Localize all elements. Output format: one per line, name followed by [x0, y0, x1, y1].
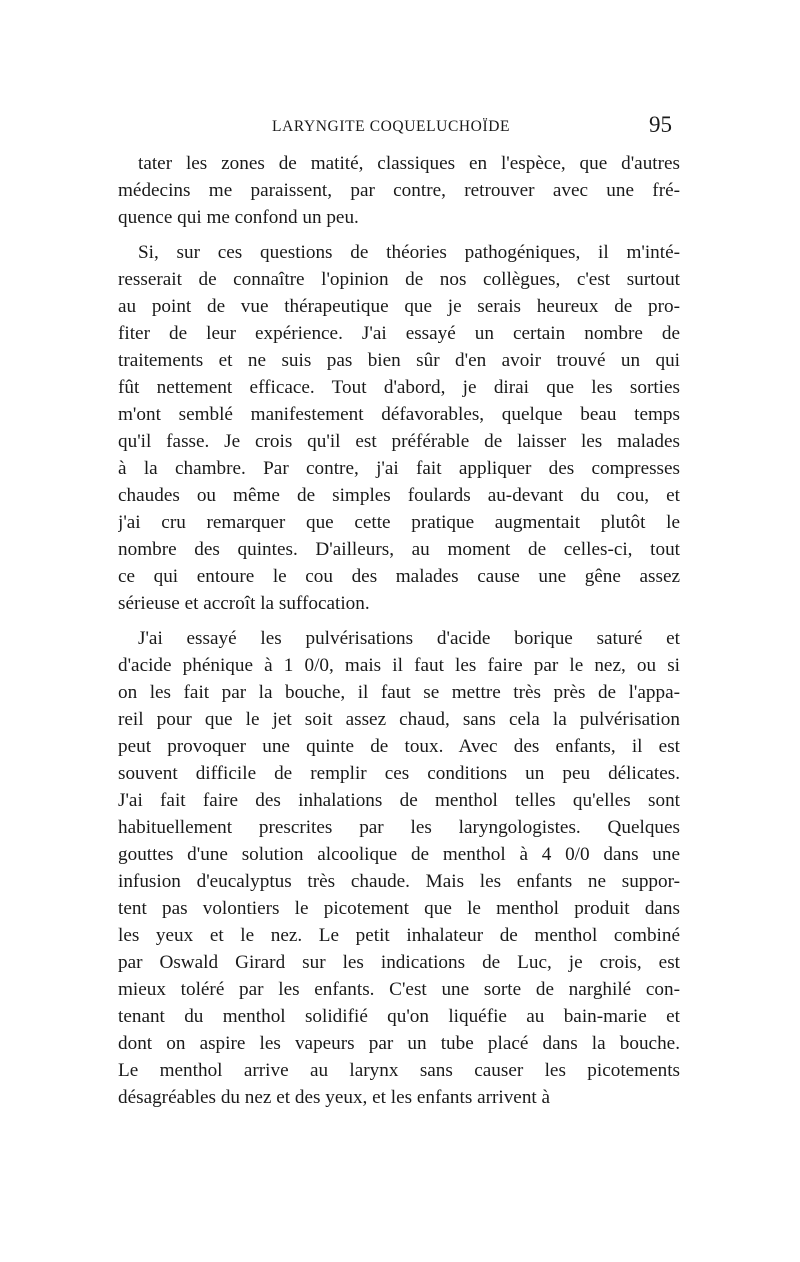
- text-line: au point de vue thérapeutique que je serais heureux de pro-: [118, 296, 680, 317]
- text-line: habituellement prescrites par les laryngologistes. Quelques: [118, 817, 680, 838]
- text-line: à la chambre. Par contre, j'ai fait appliquer des compresses: [118, 458, 680, 479]
- text-line: resserait de connaître l'opinion de nos collègues, c'est surtout: [118, 269, 680, 290]
- text-line: mieux toléré par les enfants. C'est une sorte de narghilé con-: [118, 979, 680, 1000]
- text-line: j'ai cru remarquer que cette pratique augmentait plutôt le: [118, 512, 680, 533]
- text-line: quence qui me confond un peu.: [118, 207, 359, 228]
- text-line: Le menthol arrive au larynx sans causer les picotements: [118, 1060, 680, 1081]
- page-number: 95: [649, 112, 672, 137]
- text-line: traitements et ne suis pas bien sûr d'en avoir trouvé un qui: [118, 350, 680, 371]
- paragraph: [118, 625, 680, 1111]
- text-line: Si, sur ces questions de théories pathogéniques, il m'inté-: [138, 242, 680, 263]
- text-line: peut provoquer une quinte de toux. Avec des enfants, il est: [118, 736, 680, 757]
- text-line: m'ont semblé manifestement défavorables, quelque beau temps: [118, 404, 680, 425]
- text-line: les yeux et le nez. Le petit inhalateur de menthol combiné: [118, 925, 680, 946]
- text-line: désagréables du nez et des yeux, et les enfants arrivent à: [118, 1087, 551, 1108]
- text-line: dont on aspire les vapeurs par un tube placé dans la bouche.: [118, 1033, 680, 1054]
- text-line: tater les zones de matité, classiques en l'espèce, que d'autres: [138, 153, 680, 174]
- text-line: fiter de leur expérience. J'ai essayé un certain nombre de: [118, 323, 680, 344]
- running-title: LARYNGITE COQUELUCHOÏDE: [272, 118, 511, 135]
- body-text: [118, 150, 680, 1111]
- text-line: par Oswald Girard sur les indications de Luc, je crois, est: [118, 952, 680, 973]
- text-line: d'acide phénique à 1 0/0, mais il faut les faire par le nez, ou si: [118, 655, 680, 676]
- text-line: J'ai fait faire des inhalations de menthol telles qu'elles sont: [118, 790, 680, 811]
- text-line: gouttes d'une solution alcoolique de menthol à 4 0/0 dans une: [118, 844, 680, 865]
- text-line: sérieuse et accroît la suffocation.: [118, 593, 370, 614]
- text-line: chaudes ou même de simples foulards au-devant du cou, et: [118, 485, 680, 506]
- paragraph: [118, 150, 680, 231]
- text-line: on les fait par la bouche, il faut se mettre très près de l'appa-: [118, 682, 680, 703]
- text-line: qu'il fasse. Je crois qu'il est préférable de laisser les malades: [118, 431, 680, 452]
- text-line: souvent difficile de remplir ces conditions un peu délicates.: [118, 763, 680, 784]
- text-line: infusion d'eucalyptus très chaude. Mais les enfants ne suppor-: [118, 871, 680, 892]
- text-line: médecins me paraissent, par contre, retrouver avec une fré-: [118, 180, 680, 201]
- text-line: tent pas volontiers le picotement que le menthol produit dans: [118, 898, 680, 919]
- paragraph: [118, 239, 680, 617]
- text-line: fût nettement efficace. Tout d'abord, je dirai que les sorties: [118, 377, 680, 398]
- text-line: J'ai essayé les pulvérisations d'acide borique saturé et: [138, 628, 680, 649]
- text-line: nombre des quintes. D'ailleurs, au moment de celles-ci, tout: [118, 539, 680, 560]
- running-head: [118, 112, 678, 144]
- text-line: reil pour que le jet soit assez chaud, sans cela la pulvérisation: [118, 709, 680, 730]
- text-line: ce qui entoure le cou des malades cause une gêne assez: [118, 566, 680, 587]
- text-line: tenant du menthol solidifié qu'on liquéfie au bain-marie et: [118, 1006, 680, 1027]
